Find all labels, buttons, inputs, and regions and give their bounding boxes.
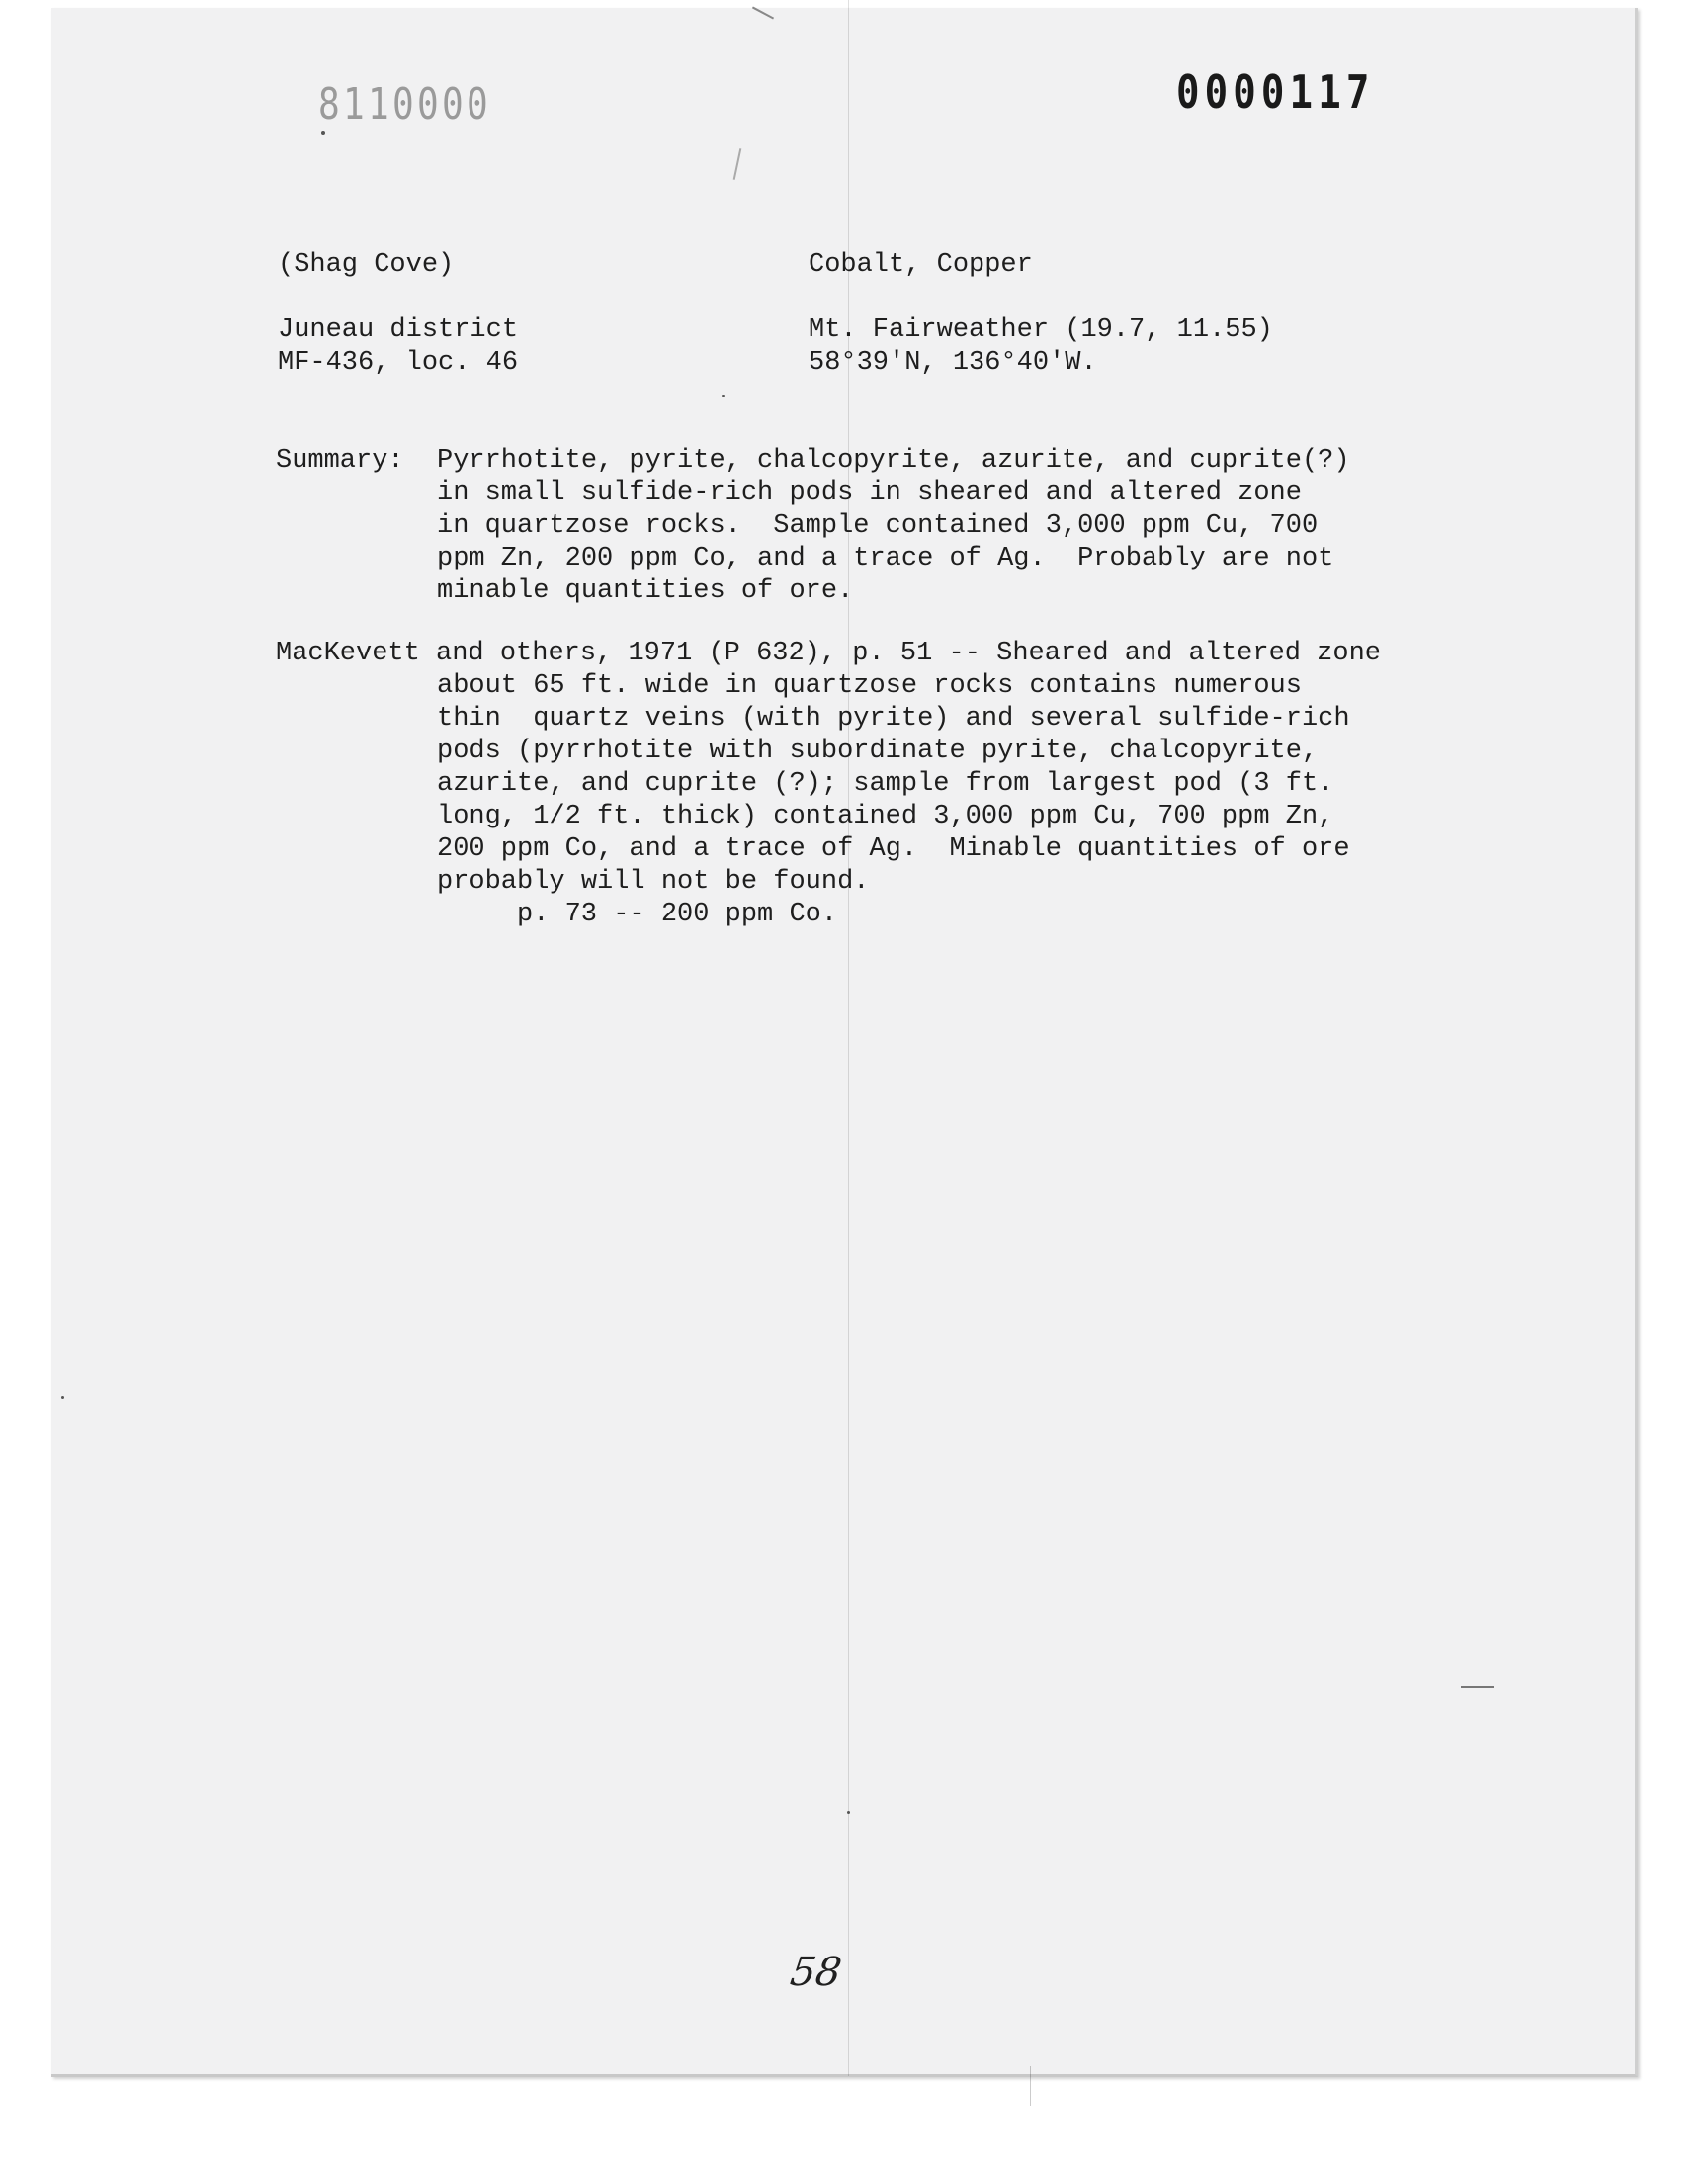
scan-speck (722, 395, 725, 397)
deposit-name: (Shag Cove) (278, 250, 455, 280)
coordinates: 58°39'N, 136°40'W. (809, 348, 1097, 378)
scan-speck (321, 131, 325, 135)
commodities: Cobalt, Copper (809, 250, 1033, 280)
summary-line: minable quantities of ore. (437, 576, 854, 606)
map-reference: MF-436, loc. 46 (278, 348, 519, 378)
summary-label: Summary: (276, 446, 404, 476)
reference-line: 200 ppm Co, and a trace of Ag. Minable quantities of ore (437, 834, 1350, 864)
summary-line: ppm Zn, 200 ppm Co, and a trace of Ag. Probably are not (437, 544, 1334, 573)
scan-fold-line (848, 0, 849, 2076)
reference-extra-line: p. 73 -- 200 ppm Co. (517, 900, 838, 929)
reference-line: azurite, and cuprite (?); sample from largest pod (3 ft. (437, 769, 1334, 799)
reference-line: pods (pyrrhotite with subordinate pyrite, chalcopyrite, (437, 737, 1319, 766)
scan-speck (847, 1811, 850, 1814)
reference-line: probably will not be found. (437, 867, 870, 897)
district: Juneau district (278, 315, 519, 345)
left-stamp-number: 8110000 (318, 79, 492, 130)
scan-fold-line-bottom (1030, 2066, 1031, 2106)
reference-line: about 65 ft. wide in quartzose rocks contains numerous (437, 671, 1302, 701)
reference-line: long, 1/2 ft. thick) contained 3,000 ppm Cu, 700 ppm Zn, (437, 802, 1334, 831)
summary-line: in quartzose rocks. Sample contained 3,000 ppm Cu, 700 (437, 511, 1319, 541)
summary-line: in small sulfide-rich pods in sheared and altered zone (437, 478, 1302, 508)
reference-first-line: MacKevett and others, 1971 (P 632), p. 51 -- Sheared and altered zone (276, 639, 1381, 668)
scan-speck (61, 1396, 64, 1399)
handwritten-page-number: 58 (787, 1950, 845, 1995)
quadrangle: Mt. Fairweather (19.7, 11.55) (809, 315, 1273, 345)
scan-mark-line (1461, 1686, 1494, 1688)
summary-body (437, 445, 1350, 608)
summary-line: Pyrrhotite, pyrite, chalcopyrite, azurite, and cuprite(?) (437, 446, 1350, 476)
reference-body (437, 670, 1350, 899)
right-stamp-number: 0000117 (1176, 65, 1375, 119)
reference-line: thin quartz veins (with pyrite) and several sulfide-rich (437, 704, 1350, 734)
